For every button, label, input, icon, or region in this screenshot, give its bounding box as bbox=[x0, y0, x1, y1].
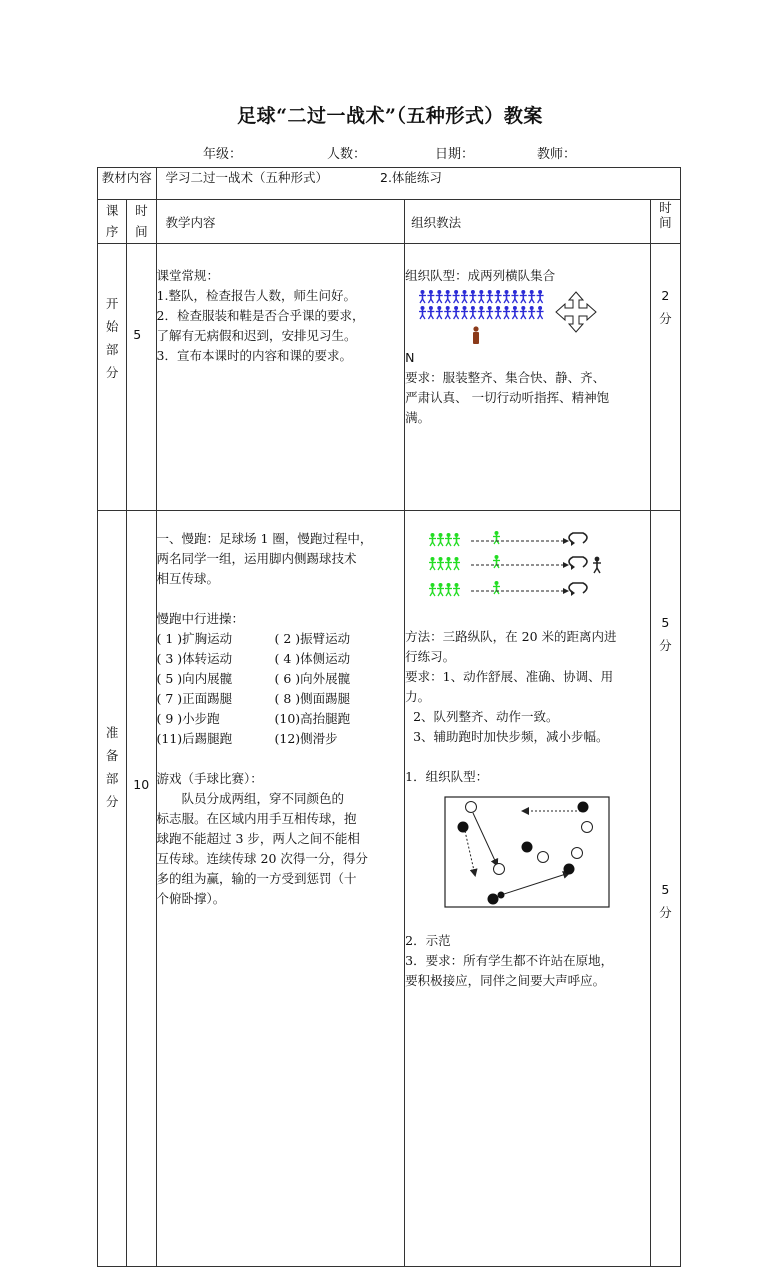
prep-duration-b-value: 5 bbox=[661, 882, 670, 897]
student-icon bbox=[445, 533, 452, 546]
four-way-arrow-icon bbox=[556, 292, 596, 332]
student-icon bbox=[429, 583, 436, 596]
col-time-2 bbox=[650, 200, 680, 244]
two-line-formation-diagram bbox=[405, 286, 627, 348]
start-org bbox=[405, 244, 651, 511]
material-row bbox=[98, 168, 681, 200]
exercise-6: ( 6 )向外展髋 bbox=[274, 671, 351, 686]
column-header-row bbox=[98, 200, 681, 244]
prep-duration-b-unit: 分 bbox=[659, 905, 672, 920]
student-icon bbox=[419, 290, 426, 303]
col-time-2: 间 bbox=[135, 224, 148, 239]
start-content bbox=[156, 244, 405, 511]
student-icon bbox=[437, 583, 444, 596]
handball-game-diagram bbox=[405, 793, 627, 917]
col-time bbox=[127, 200, 156, 244]
student-icon bbox=[512, 290, 519, 303]
prep-part-4: 分 bbox=[105, 794, 119, 809]
lesson-plan-table bbox=[97, 167, 681, 1267]
game-line-4: 互传球。连续传球 20 次得一分，得分 bbox=[156, 851, 368, 866]
method-line-3: 要求：1、动作舒展、准确、协调、用 bbox=[405, 669, 614, 684]
student-icon bbox=[444, 306, 451, 319]
prep-duration-a-unit: 分 bbox=[659, 638, 672, 653]
count-label: 人数： bbox=[327, 147, 367, 162]
student-icon bbox=[478, 290, 485, 303]
student-icon bbox=[428, 290, 435, 303]
exercise-8: ( 8 )侧面踢腿 bbox=[274, 691, 351, 706]
exercise-row-1 bbox=[157, 629, 405, 649]
date-label: 日期： bbox=[435, 147, 475, 162]
jog-line-1: 一、慢跑：足球场 1 圈，慢跑过程中， bbox=[156, 531, 373, 546]
start-part-2: 始 bbox=[105, 319, 119, 334]
arrow-head-icon bbox=[563, 538, 569, 544]
student-icon bbox=[503, 290, 510, 303]
player-white bbox=[572, 848, 583, 859]
method-line-1: 方法：三路纵队，在 20 米的距离内进 bbox=[405, 629, 617, 644]
player-white bbox=[538, 852, 549, 863]
exercise-2: ( 2 )振臂运动 bbox=[274, 631, 351, 646]
student-icon bbox=[537, 290, 544, 303]
arrow-head-icon bbox=[563, 588, 569, 594]
start-content-line-5: 3．宣布本课时的内容和课的要求。 bbox=[156, 348, 352, 363]
prep-part-1: 准 bbox=[105, 725, 119, 740]
method-line-5: 2、队列整齐、动作一致。 bbox=[405, 709, 559, 724]
prep-duration bbox=[650, 511, 680, 1267]
start-content-line-4: 了解有无病假和迟到，安排见习生。 bbox=[156, 328, 357, 343]
material-text: 学习二过一战术（五种形式） bbox=[165, 170, 329, 185]
student-icon bbox=[537, 306, 544, 319]
col-course-1: 课 bbox=[105, 203, 119, 218]
exercise-1: ( 1 )扩胸运动 bbox=[156, 631, 233, 646]
student-icon bbox=[495, 306, 502, 319]
game-line-2: 标志服。在区域内用手互相传球，抱 bbox=[156, 811, 357, 826]
start-content-line-1: 课堂常规： bbox=[156, 268, 220, 283]
exercise-9: ( 9 )小步跑 bbox=[156, 711, 220, 726]
start-req-line-1: 要求：服装整齐、集合快、静、齐、 bbox=[405, 370, 606, 385]
student-icon bbox=[453, 306, 460, 319]
exercise-row-4 bbox=[157, 689, 405, 709]
player-black bbox=[458, 822, 469, 833]
start-part-3: 部 bbox=[105, 342, 119, 357]
start-req-line-3: 满。 bbox=[405, 410, 431, 425]
start-part bbox=[98, 244, 127, 511]
game-line-6: 个俯卧撑）。 bbox=[156, 891, 226, 906]
demo-line: 2．示范 bbox=[405, 933, 451, 948]
student-icon bbox=[478, 306, 485, 319]
student-icon bbox=[520, 290, 527, 303]
student-icon bbox=[512, 306, 519, 319]
start-content-line-2: 1.整队，检查报告人数，师生问好。 bbox=[156, 288, 356, 303]
exercise-12: (12)侧滑步 bbox=[274, 731, 338, 746]
student-icon bbox=[453, 533, 460, 546]
material-label: 教材内容 bbox=[98, 168, 157, 200]
student-icon bbox=[528, 306, 535, 319]
game-title: 游戏（手球比赛）： bbox=[156, 771, 263, 786]
student-icon bbox=[428, 306, 435, 319]
req3-line-2: 要积极接应，同伴之间要大声呼应。 bbox=[405, 973, 606, 988]
page-title: 足球“二过一战术”（五种形式）教案 bbox=[237, 105, 543, 127]
col-time2-2: 间 bbox=[659, 215, 672, 230]
student-icon bbox=[453, 557, 460, 570]
exercise-row-6 bbox=[157, 729, 405, 749]
start-duration bbox=[650, 244, 680, 511]
teacher-label: 教师： bbox=[537, 147, 577, 162]
north-marker: N bbox=[405, 350, 415, 365]
student-icon bbox=[495, 290, 502, 303]
exercise-row-5 bbox=[157, 709, 405, 729]
method-line-2: 行练习。 bbox=[405, 649, 456, 664]
student-icon bbox=[436, 290, 443, 303]
start-req-line-2: 严肃认真、 一切行动听指挥、精神饱 bbox=[405, 390, 610, 405]
player-white bbox=[494, 864, 505, 875]
student-icon bbox=[444, 290, 451, 303]
prep-time: 10 bbox=[127, 511, 156, 1267]
student-icon bbox=[436, 306, 443, 319]
col-content: 教学内容 bbox=[156, 200, 405, 244]
start-duration-value: 2 bbox=[661, 288, 670, 303]
student-icon bbox=[486, 290, 493, 303]
exercise-10: (10)高抬腿跑 bbox=[274, 711, 351, 726]
start-part-4: 分 bbox=[105, 365, 119, 380]
col-course-2: 序 bbox=[105, 224, 119, 239]
student-icon bbox=[437, 557, 444, 570]
prep-content bbox=[156, 511, 405, 1267]
exercise-3: ( 3 )体转运动 bbox=[156, 651, 233, 666]
teacher-icon bbox=[473, 326, 479, 344]
formation-row-1 bbox=[419, 290, 544, 303]
jog-line-2: 两名同学一组，运用脚内侧踢球技术 bbox=[156, 551, 357, 566]
col-time-1: 时 bbox=[135, 203, 148, 218]
student-icon bbox=[470, 290, 477, 303]
game-line-5: 多的组为赢，输的一方受到惩罚（十 bbox=[156, 871, 357, 886]
method-line-6: 3、辅助跑时加快步频，减小步幅。 bbox=[405, 729, 609, 744]
prep-part bbox=[98, 511, 127, 1267]
student-icon bbox=[470, 306, 477, 319]
method-line-4: 力。 bbox=[405, 689, 431, 704]
student-icon bbox=[419, 306, 426, 319]
student-icon bbox=[493, 581, 500, 594]
player-white bbox=[582, 822, 593, 833]
dashed-run-paths bbox=[471, 538, 569, 594]
turn-arrow-icon bbox=[569, 533, 587, 596]
prep-org bbox=[405, 511, 651, 1267]
exercise-row-3 bbox=[157, 669, 405, 689]
game-line-1: 队员分成两组，穿不同颜色的 bbox=[156, 791, 345, 806]
start-section-row bbox=[98, 244, 681, 511]
student-icon bbox=[429, 557, 436, 570]
student-icon bbox=[445, 557, 452, 570]
student-icon bbox=[503, 306, 510, 319]
student-icon bbox=[486, 306, 493, 319]
col-org: 组织教法 bbox=[405, 200, 651, 244]
formation-row-2 bbox=[419, 306, 544, 319]
exercise-row-2 bbox=[157, 649, 405, 669]
player-black bbox=[488, 894, 499, 905]
prep-duration-a-value: 5 bbox=[661, 615, 670, 630]
start-duration-unit: 分 bbox=[659, 311, 672, 326]
coach-icon bbox=[593, 557, 601, 573]
student-icon bbox=[493, 555, 500, 568]
student-icon bbox=[493, 531, 500, 544]
jog-line-3: 相互传球。 bbox=[156, 571, 220, 586]
formation-title: 1．组织队型： bbox=[405, 769, 489, 784]
student-icon bbox=[453, 290, 460, 303]
student-icon bbox=[461, 306, 468, 319]
student-icon bbox=[528, 290, 535, 303]
material-text-2: 2.体能练习 bbox=[380, 170, 442, 185]
student-icon bbox=[437, 533, 444, 546]
runner-groups bbox=[429, 531, 500, 596]
start-time: 5 bbox=[127, 244, 156, 511]
material-content bbox=[156, 168, 680, 200]
exercise-5: ( 5 )向内展髋 bbox=[156, 671, 233, 686]
col-course bbox=[98, 200, 127, 244]
start-org-title: 组织队型：成两列横队集合 bbox=[405, 268, 556, 283]
ball-icon bbox=[498, 892, 505, 899]
prep-section-row bbox=[98, 511, 681, 1267]
exercise-4: ( 4 )体侧运动 bbox=[274, 651, 351, 666]
game-line-3: 球跑不能超过 3 步，两人之间不能相 bbox=[156, 831, 360, 846]
start-part-1: 开 bbox=[105, 296, 119, 311]
student-icon bbox=[453, 583, 460, 596]
player-black bbox=[578, 802, 589, 813]
student-icon bbox=[461, 290, 468, 303]
exercise-11: (11)后踢腿跑 bbox=[156, 731, 233, 746]
prep-part-2: 备 bbox=[105, 748, 119, 763]
req3-line-1: 3．要求：所有学生都不许站在原地， bbox=[405, 953, 614, 968]
grade-label: 年级： bbox=[203, 147, 243, 162]
arrow-head-icon bbox=[563, 562, 569, 568]
three-column-run-diagram bbox=[405, 527, 627, 617]
player-black bbox=[522, 842, 533, 853]
player-black bbox=[564, 864, 575, 875]
exercise-7: ( 7 )正面踢腿 bbox=[156, 691, 233, 706]
student-icon bbox=[445, 583, 452, 596]
col-time2-1: 时 bbox=[659, 200, 672, 215]
student-icon bbox=[520, 306, 527, 319]
start-content-line-3: 2．检查服装和鞋是否合乎课的要求， bbox=[156, 308, 365, 323]
student-icon bbox=[429, 533, 436, 546]
march-exercises-title: 慢跑中行进操： bbox=[156, 611, 245, 626]
player-white bbox=[466, 802, 477, 813]
prep-part-3: 部 bbox=[105, 771, 119, 786]
